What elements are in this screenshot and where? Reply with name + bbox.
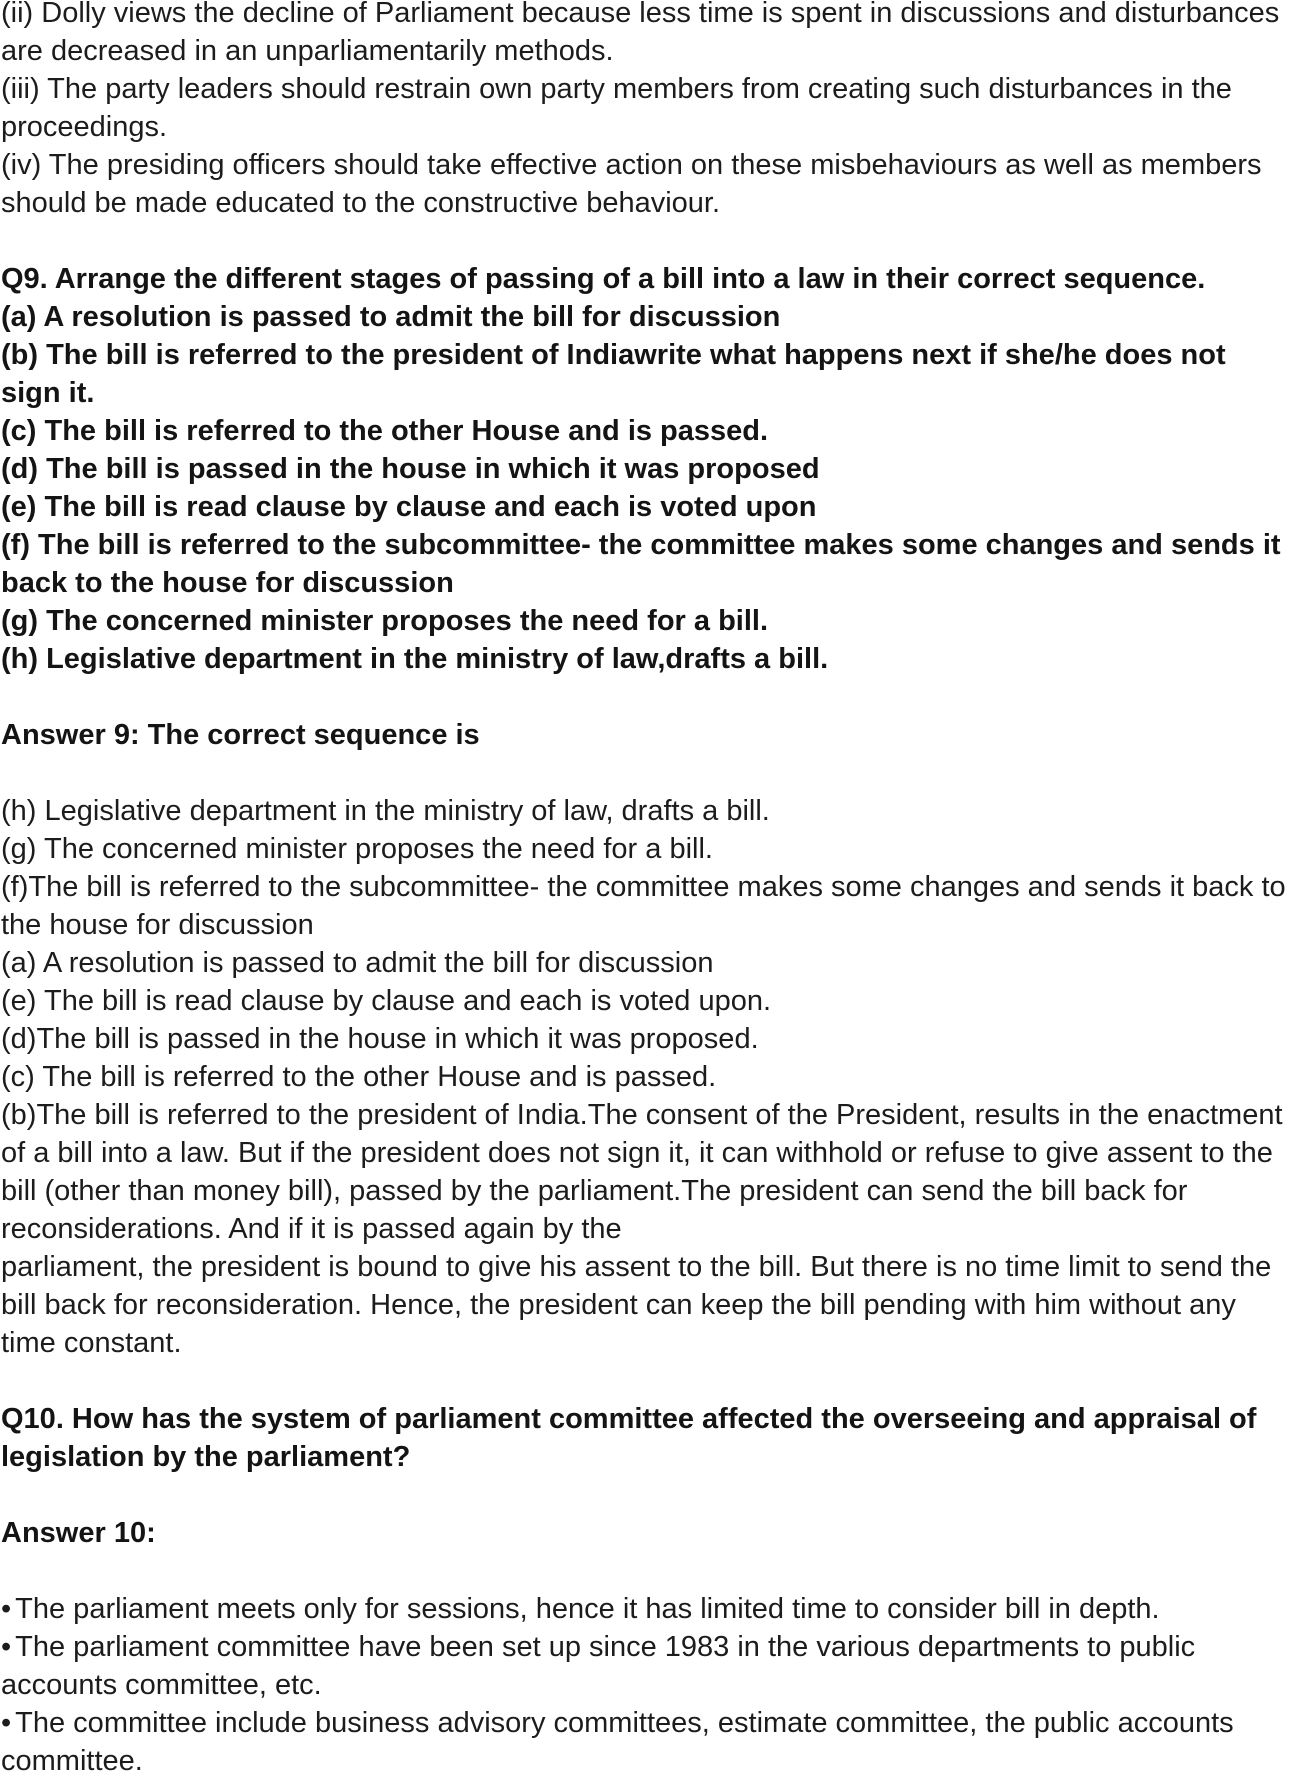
q9-question-block	[1, 260, 1289, 678]
q9-option-g: (g) The concerned minister proposes the need for a bill.	[1, 605, 769, 637]
q9-option-b: (b) The bill is referred to the president of Indiawrite what happens next if she/he does not sign it.	[1, 339, 1226, 409]
list-item: • The committee include business advisory committees, estimate committee, the public accounts committee.	[1, 1704, 1289, 1776]
q9-sequence-step-f: (f)The bill is referred to the subcommittee- the committee makes some changes and sends it back to the house for discussion	[1, 871, 1286, 941]
q10-question: Q10. How has the system of parliament committee affected the overseeing and appraisal of legislation by the parliament?	[1, 1403, 1257, 1473]
q9-sequence-step-g: (g) The concerned minister proposes the need for a bill.	[1, 833, 713, 865]
q9-sequence-step-h: (h) Legislative department in the ministry of law, drafts a bill.	[1, 795, 770, 827]
q9-sequence-step-b-part2: parliament, the president is bound to give his assent to the bill. But there is no time limit to send the bill back for reconsideration. Hence, the president can keep the bill pending with him without any time constant.	[1, 1251, 1272, 1359]
spacer	[1, 678, 1289, 716]
spacer	[1, 1552, 1289, 1590]
q9-option-a: (a) A resolution is passed to admit the bill for discussion	[1, 301, 781, 333]
q9-sequence-step-a: (a) A resolution is passed to admit the bill for discussion	[1, 947, 714, 979]
q10-question-block	[1, 1400, 1289, 1476]
q9-sequence-step-d: (d)The bill is passed in the house in which it was proposed.	[1, 1023, 759, 1055]
q9-option-e: (e) The bill is read clause by clause and each is voted upon	[1, 491, 817, 523]
q9-option-h: (h) Legislative department in the ministry of law,drafts a bill.	[1, 643, 829, 675]
intro-answers	[1, 0, 1289, 222]
q9-option-d: (d) The bill is passed in the house in which it was proposed	[1, 453, 820, 485]
q9-answer-heading: Answer 9: The correct sequence is	[1, 719, 480, 751]
q9-sequence-step-b-part1: (b)The bill is referred to the president of India.The consent of the President, results in the enactment of a bill into a law. But if the president does not sign it, it can withhold or refuse to give assent to the bill (other than money bill), passed by the parliament.The president can send the bill back for reconsiderations. And if it is passed again by the	[1, 1099, 1283, 1245]
intro-answer-ii: (ii) Dolly views the decline of Parliament because less time is spent in discussions and disturbances are decreased in an unparliamentarily methods.	[1, 0, 1280, 67]
q9-question: Q9. Arrange the different stages of passing of a bill into a law in their correct sequence.	[1, 263, 1206, 295]
spacer	[1, 754, 1289, 792]
list-item: • The parliament meets only for sessions, hence it has limited time to consider bill in depth.	[1, 1590, 1289, 1628]
spacer	[1, 222, 1289, 260]
list-item: • The parliament committee have been set up since 1983 in the various departments to public accounts committee, etc.	[1, 1628, 1289, 1704]
q9-option-c: (c) The bill is referred to the other House and is passed.	[1, 415, 769, 447]
q9-sequence-step-e: (e) The bill is read clause by clause and each is voted upon.	[1, 985, 772, 1017]
spacer	[1, 1362, 1289, 1400]
intro-answer-iv: (iv) The presiding officers should take effective action on these misbehaviours as well as members should be made educated to the constructive behaviour.	[1, 149, 1262, 219]
q10-answer-heading: Answer 10:	[1, 1517, 156, 1549]
q9-option-f: (f) The bill is referred to the subcommittee- the committee makes some changes and sends it back to the house for discussion	[1, 529, 1281, 599]
q10-answer-bullets	[1, 1590, 1289, 1776]
intro-answer-iii: (iii) The party leaders should restrain own party members from creating such disturbances in the proceedings.	[1, 73, 1232, 143]
q9-sequence-step-c: (c) The bill is referred to the other House and is passed.	[1, 1061, 717, 1093]
q9-answer-sequence	[1, 792, 1289, 1362]
spacer	[1, 1476, 1289, 1514]
